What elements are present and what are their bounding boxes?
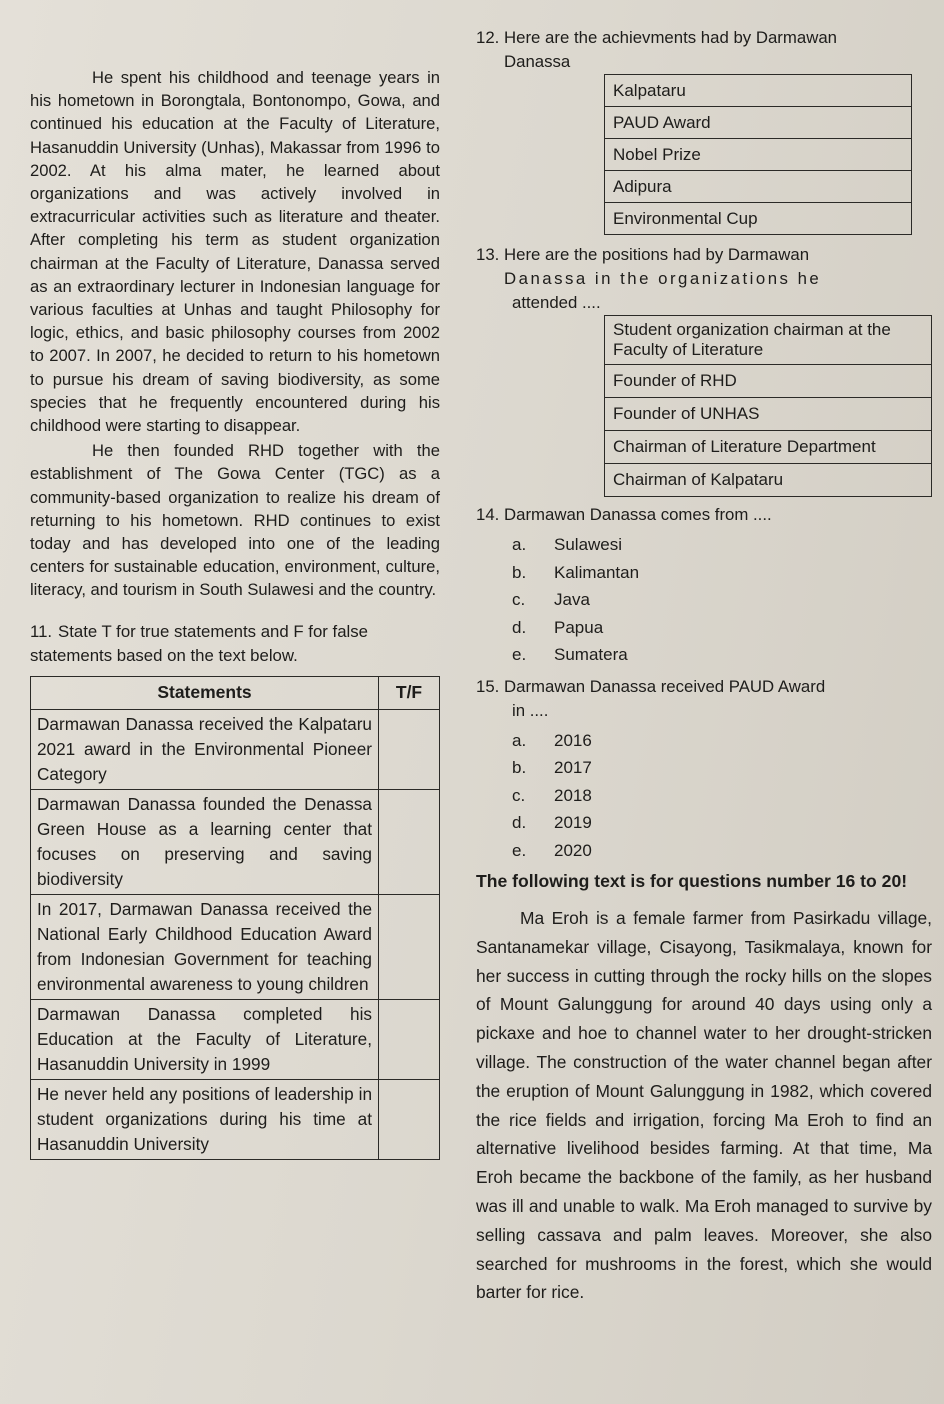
checkbox-cell[interactable] xyxy=(512,316,605,365)
option-cell: Nobel Prize xyxy=(605,139,912,171)
question-text-cont: Danassa xyxy=(504,52,571,71)
question-text-cont: in .... xyxy=(512,700,549,720)
choice-list xyxy=(512,727,932,865)
table-row xyxy=(512,365,932,398)
table-row xyxy=(512,398,932,431)
question-text: State T for true statements and F for false statements based on the text below. xyxy=(30,621,368,665)
reading-passage-2: Ma Eroh is a female farmer from Pasirkadu village, Santanamekar village, Cisayong, Tasikmalaya, known for her success in cutting through the rocky hills on the slopes of Mount Galunggung for around 40 days using only a pickaxe and hoe to channel water to her drought-stricken village. The construction of the water channel began after the eruption of Mount Galunggung in 1982, which covered the rice fields and irrigation, forcing Ma Eroh to find an alternative livelihood besides farming. At that time, Ma Eroh became the backbone of the family, as her husband was ill and unable to walk. Ma Eroh managed to survive by selling cassava and palm leaves. Moreover, she also searched for mushrooms in the forest, which she would barter for rice. xyxy=(476,908,932,1303)
option-cell: Adipura xyxy=(605,171,912,203)
table-row xyxy=(31,709,440,789)
question-number: 13. xyxy=(476,245,500,264)
table-row xyxy=(512,139,912,171)
right-column xyxy=(476,26,932,1307)
question-text: Here are the achievments had by Darmawan xyxy=(504,28,837,47)
checkbox-cell[interactable] xyxy=(512,431,605,464)
option-cell: Chairman of Literature Department xyxy=(605,431,932,464)
reading-paragraph-1: He spent his childhood and teenage years in his hometown in Borongtala, Bontonompo, Gowa, and continued his education at the Faculty of Literature, Hasanuddin University (Unhas), Makassar from 1996 to 2002. At his alma mater, he learned about organizations and was actively involved in extracurricular activities such as literature and theater. After completing his term as student organization chairman at the Faculty of Literature, Danassa served as an extraordinary lecturer in Indonesian language for various faculties at Unhas and taught Philosophy for logic, ethics, and basic philosophy courses from 2002 to 2007. In 2007, he decided to return to his hometown to pursue his dream of saving biodiversity, as some species that he frequently encountered during his childhood were starting to disappear. xyxy=(30,68,440,436)
table-row xyxy=(512,203,912,235)
positions-table xyxy=(512,315,932,497)
choice-item[interactable]: b. 2017 xyxy=(512,758,592,777)
statement-cell: He never held any positions of leadership in student organizations during his time at Hasanuddin University xyxy=(31,1079,379,1159)
question-12 xyxy=(476,26,932,235)
achievements-table xyxy=(512,74,912,235)
statements-header: Statements xyxy=(31,676,379,709)
choice-item[interactable]: b. Kalimantan xyxy=(512,562,640,582)
statement-cell: Darmawan Danassa completed his Education at the Faculty of Literature, Hasanuddin University in 1999 xyxy=(31,999,379,1079)
option-cell: Founder of UNHAS xyxy=(605,398,932,431)
checkbox-cell[interactable] xyxy=(512,398,605,431)
tf-answer-cell[interactable] xyxy=(379,894,440,999)
question-14 xyxy=(476,503,932,669)
choice-item[interactable]: c. Java xyxy=(512,590,590,609)
question-text-cont: attended .... xyxy=(512,293,601,312)
question-15 xyxy=(476,675,932,865)
choice-item[interactable]: d. 2019 xyxy=(512,813,592,832)
option-cell: Environmental Cup xyxy=(605,203,912,235)
section-intro: The following text is for questions number 16 to 20! xyxy=(476,871,908,891)
question-text: Darmawan Danassa received PAUD Award xyxy=(504,676,826,696)
statement-cell: Darmawan Danassa received the Kalpataru 2021 award in the Environmental Pioneer Category xyxy=(31,709,379,789)
checkbox-cell[interactable] xyxy=(512,107,605,139)
choice-item[interactable]: e. 2020 xyxy=(512,840,592,860)
table-row xyxy=(512,171,912,203)
table-row xyxy=(31,789,440,894)
tf-answer-cell[interactable] xyxy=(379,1079,440,1159)
option-cell: Kalpataru xyxy=(605,75,912,107)
choice-item[interactable]: e. Sumatera xyxy=(512,645,628,664)
table-row xyxy=(31,1079,440,1159)
option-cell: Chairman of Kalpataru xyxy=(605,464,932,497)
question-text: Here are the positions had by Darmawan xyxy=(504,245,810,264)
table-row xyxy=(512,75,912,107)
question-number: 12. xyxy=(476,28,500,47)
tf-answer-cell[interactable] xyxy=(379,999,440,1079)
checkbox-cell[interactable] xyxy=(512,464,605,497)
table-row xyxy=(31,999,440,1079)
option-cell: PAUD Award xyxy=(605,107,912,139)
checkbox-cell[interactable] xyxy=(512,203,605,235)
choice-item[interactable]: a. Sulawesi xyxy=(512,535,623,554)
checkbox-cell[interactable] xyxy=(512,139,605,171)
tf-answer-cell[interactable] xyxy=(379,709,440,789)
choice-list xyxy=(512,531,932,669)
tf-answer-cell[interactable] xyxy=(379,789,440,894)
question-number: 11. xyxy=(30,621,53,641)
checkbox-cell[interactable] xyxy=(512,75,605,107)
choice-item[interactable]: a. 2016 xyxy=(512,730,592,750)
true-false-table xyxy=(30,676,440,1160)
tf-header: T/F xyxy=(379,676,440,709)
checkbox-cell[interactable] xyxy=(512,171,605,203)
table-row xyxy=(512,431,932,464)
table-row xyxy=(31,894,440,999)
table-row xyxy=(512,464,932,497)
statement-cell: Darmawan Danassa founded the Denassa Green House as a learning center that focuses on preserving and saving biodiversity xyxy=(31,789,379,894)
question-text: Darmawan Danassa comes from .... xyxy=(504,505,772,524)
question-number: 15. xyxy=(476,676,500,696)
question-11 xyxy=(30,620,440,1160)
choice-item[interactable]: d. Papua xyxy=(512,617,604,637)
choice-item[interactable]: c. 2018 xyxy=(512,785,592,805)
left-column xyxy=(30,66,440,1160)
table-row xyxy=(512,107,912,139)
statement-cell: In 2017, Darmawan Danassa received the National Early Childhood Education Award from Indonesian Government for teaching environmental awareness to young children xyxy=(31,894,379,999)
question-number: 14. xyxy=(476,505,500,524)
checkbox-cell[interactable] xyxy=(512,365,605,398)
reading-paragraph-2: He then founded RHD together with the establishment of The Gowa Center (TGC) as a community-based organization to realize his dream of returning to his hometown. RHD continues to exist today and has developed into one of the leading centers for sustainable education, environment, culture, literacy, and tourism in South Sulawesi and the country. xyxy=(30,441,440,600)
question-text-cont: Danassa in the organizations he xyxy=(504,269,822,288)
option-cell: Student organization chairman at the Faculty of Literature xyxy=(605,316,932,365)
option-cell: Founder of RHD xyxy=(605,365,932,398)
table-row xyxy=(512,316,932,365)
question-13 xyxy=(476,243,932,497)
